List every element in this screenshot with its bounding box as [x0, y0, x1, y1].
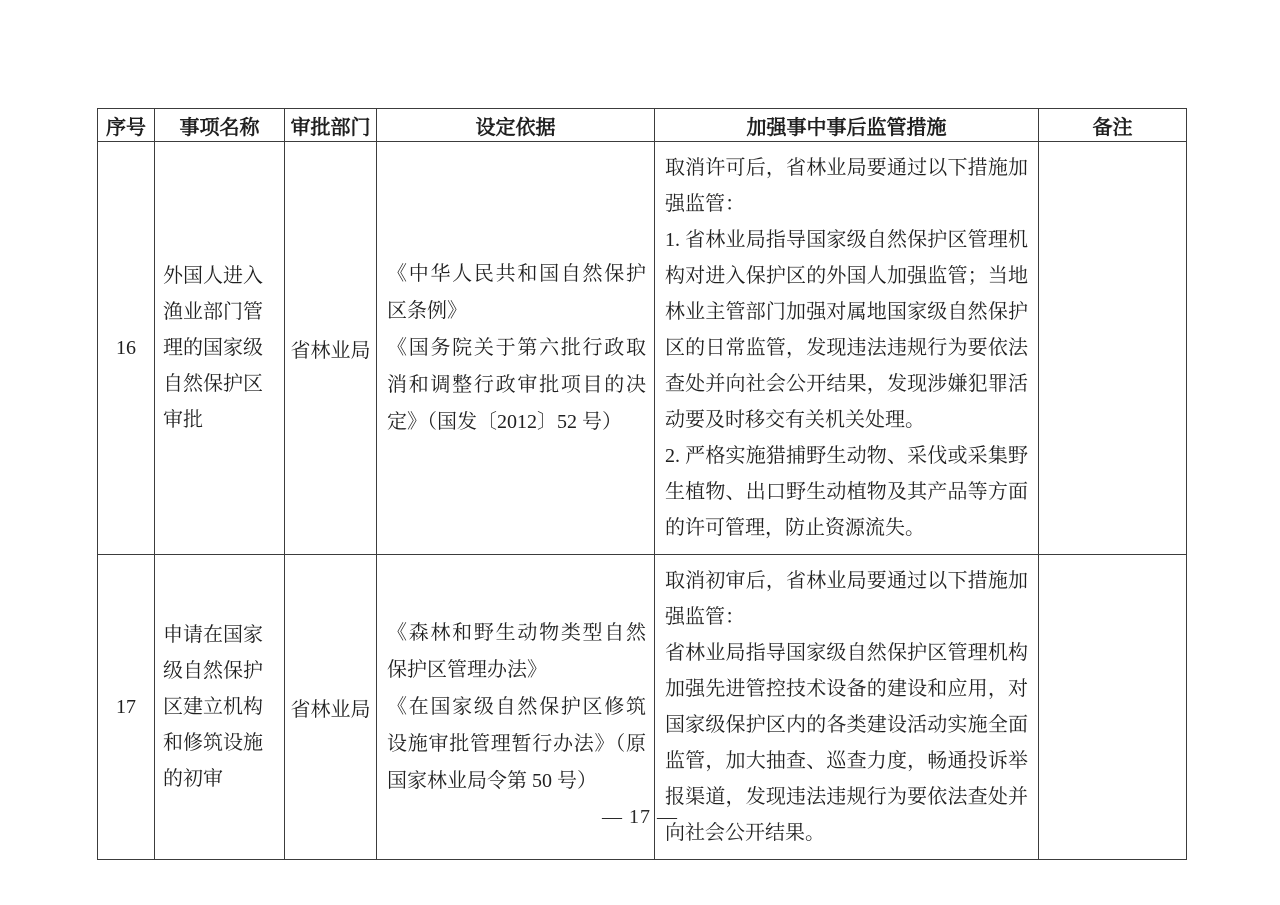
header-department: 审批部门: [285, 109, 377, 142]
header-measures: 加强事中事后监管措施: [655, 109, 1039, 142]
header-item-name: 事项名称: [155, 109, 285, 142]
approval-department: 省林业局: [285, 555, 377, 860]
header-basis: 设定依据: [377, 109, 655, 142]
header-remark: 备注: [1039, 109, 1187, 142]
measure-paragraph: 2. 严格实施猎捕野生动物、采伐或采集野生植物、出口野生动植物及其产品等方面的许可管理，防止资源流失。: [665, 445, 1028, 539]
regulation-table: [97, 108, 1187, 860]
header-index: 序号: [98, 109, 155, 142]
legal-basis: [377, 142, 655, 555]
measure-paragraph: 省林业局指导国家级自然保护区管理机构加强先进管控技术设备的建设和应用，对国家级保护区内的各类建设活动实施全面监管，加大抽查、巡查力度，畅通投诉举报渠道，发现违法违规行为要依法查处并向社会公开结果。: [665, 642, 1028, 844]
header-row: [98, 109, 1187, 142]
item-name: 申请在国家级自然保护区建立机构和修筑设施的初审: [155, 555, 285, 860]
basis-paragraph: 《国务院关于第六批行政取消和调整行政审批项目的决定》（国发〔2012〕52 号）: [387, 336, 646, 433]
basis-paragraph: 《在国家级自然保护区修筑设施审批管理暂行办法》（原国家林业局令第 50 号）: [387, 695, 646, 792]
item-name: 外国人进入渔业部门管理的国家级自然保护区审批: [155, 142, 285, 555]
table-row: [98, 142, 1187, 555]
measure-paragraph: 1. 省林业局指导国家级自然保护区管理机构对进入保护区的外国人加强监管；当地林业主管部门加强对属地国家级自然保护区的日常监管，发现违法违规行为要依法查处并向社会公开结果，发现涉嫌犯罪活动要及时移交有关机关处理。: [665, 229, 1028, 431]
supervision-measures: [655, 142, 1039, 555]
remark-cell: [1039, 142, 1187, 555]
approval-department: 省林业局: [285, 142, 377, 555]
measure-paragraph: 取消许可后，省林业局要通过以下措施加强监管：: [665, 157, 1028, 215]
basis-paragraph: 《中华人民共和国自然保护区条例》: [387, 262, 646, 322]
page-number: — 17 —: [602, 806, 678, 828]
table-header: [98, 109, 1187, 142]
row-index: 17: [98, 555, 155, 860]
basis-paragraph: 《森林和野生动物类型自然保护区管理办法》: [387, 621, 646, 681]
row-index: 16: [98, 142, 155, 555]
measure-paragraph: 取消初审后，省林业局要通过以下措施加强监管：: [665, 570, 1028, 628]
